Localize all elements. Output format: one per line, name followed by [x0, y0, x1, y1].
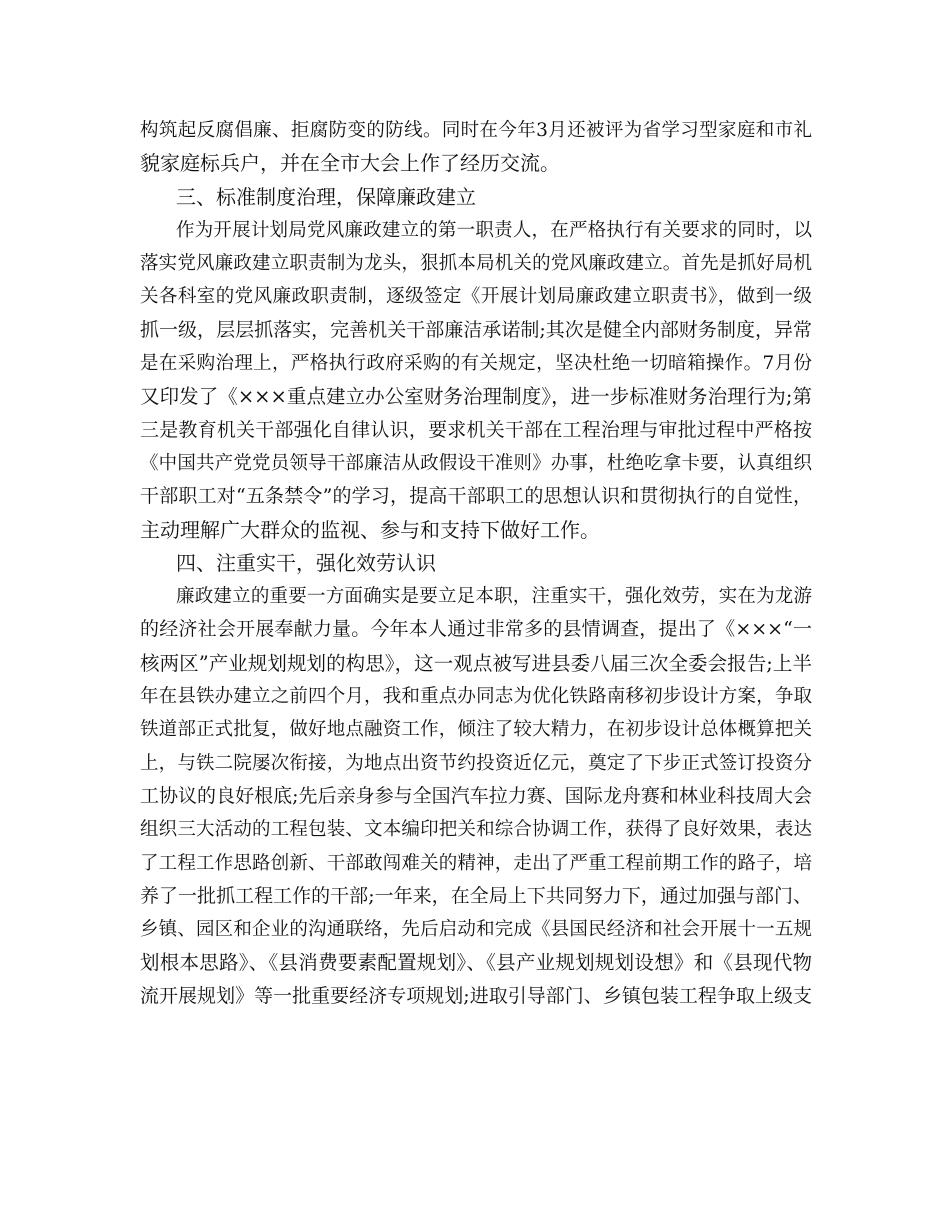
text-line: 三是教育机关干部强化自律认识，要求机关干部在工程治理与审批过程中严格按	[140, 418, 812, 441]
text-line: 《中国共产党党员领导干部廉洁从政假设干准则》办事，杜绝吃拿卡要，认真组织	[140, 452, 812, 474]
text-line: 铁道部正式批复，做好地点融资工作，倾注了较大精力，在初步设计总体概算把关	[140, 719, 812, 741]
text-line: 貌家庭标兵户，并在全市大会上作了经历交流。	[140, 151, 560, 176]
text-line: 组织三大活动的工程包装、文本编印把关和综合协调工作，获得了良好效果，表达	[140, 819, 812, 841]
text-line: 乡镇、园区和企业的沟通联络，先后启动和完成《县国民经济和社会开展十一五规	[140, 919, 812, 941]
text-line: 流开展规划》等一批重要经济专项规划;进取引导部门、乡镇包装工程争取上级支	[140, 984, 812, 1007]
text-line: 的经济社会开展奉献力量。今年本人通过非常多的县情调查，提出了《×××“一	[140, 618, 812, 641]
text-line: 廉政建立的重要一方面确实是要立足本职，注重实干，强化效劳，实在为龙游	[176, 586, 812, 608]
text-line: 作为开展计划局党风廉政建立的第一职责人，在严格执行有关要求的同时，以	[176, 219, 812, 241]
text-line: 抓一级，层层抓落实，完善机关干部廉洁承诺制;其次是健全内部财务制度，异常	[140, 318, 812, 341]
text-line: 干部职工对“五条禁令”的学习，提高干部职工的思想认识和贯彻执行的自觉性，	[140, 485, 812, 508]
text-line: 关各科室的党风廉政职责制，逐级签定《开展计划局廉政建立职责书》，做到一级	[140, 286, 812, 308]
text-line: 工协议的良好根底;先后亲身参与全国汽车拉力赛、国际龙舟赛和林业科技周大会	[140, 784, 812, 807]
text-line: 三、标准制度治理，保障廉政建立	[176, 184, 476, 209]
text-line: 构筑起反腐倡廉、拒腐防变的防线。同时在今年3月还被评为省学习型家庭和市礼	[140, 120, 812, 141]
text-line: 是在采购治理上，严格执行政府采购的有关规定，坚决杜绝一切暗箱操作。7月份	[140, 353, 812, 375]
text-line: 落实党风廉政建立职责制为龙头，狠抓本局机关的党风廉政建立。首先是抓好局机	[140, 253, 812, 275]
text-line: 主动理解广大群众的监视、参与和支持下做好工作。	[140, 517, 600, 542]
text-line: 了工程工作思路创新、干部敢闯难关的精神，走出了严重工程前期工作的路子，培	[140, 852, 812, 874]
text-line: 核两区”产业规划规划的构思》，这一观点被写进县委八届三次全委会报告;上半	[140, 651, 812, 675]
text-line: 年在县铁办建立之前四个月，我和重点办同志为优化铁路南移初步设计方案，争取	[140, 686, 812, 708]
text-line: 养了一批抓工程工作的干部;一年来，在全局上下共同努力下，通过加强与部门、	[140, 884, 812, 907]
text-line: 上，与铁二院屡次衔接，为地点出资节约投资近亿元，奠定了下步正式签订投资分	[140, 752, 812, 774]
text-line: 四、注重实干，强化效劳认识	[176, 550, 436, 575]
document-body	[140, 114, 812, 1013]
text-line: 划根本思路》、《县消费要素配置规划》、《县产业规划规划设想》和《县现代物	[140, 951, 812, 975]
text-line: 又印发了《×××重点建立办公室财务治理制度》，进一步标准财务治理行为;第	[140, 385, 812, 409]
